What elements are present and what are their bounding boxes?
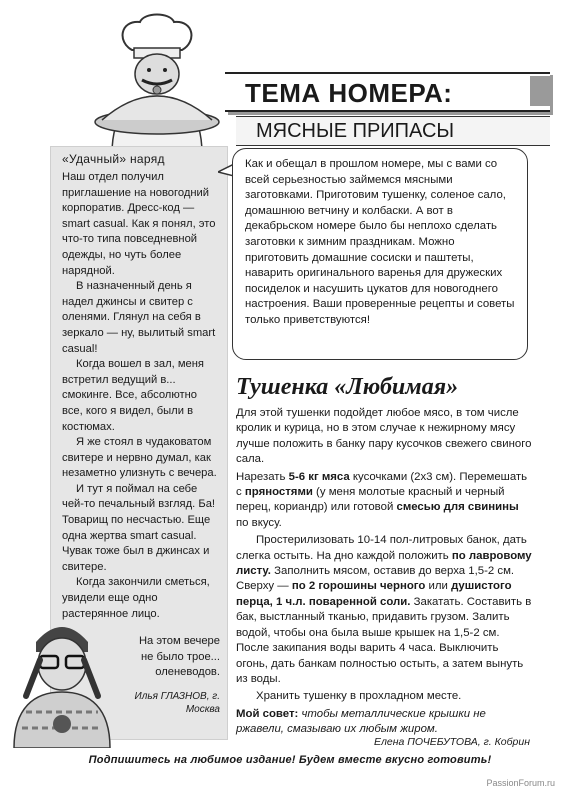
story-paragraph: И тут я поймал на себе чей-то печальный взгляд. Ба! Товарищ по несчастью. Еще одна жертва smart casual. Чувак тоже был в джинсах и свитере. <box>62 482 216 573</box>
story-ending-text: На этом вечере не было трое... оленеводов. <box>138 635 220 679</box>
subscribe-footer: Подпишитесь на любимое издание! Будем вместе вкусно готовить! <box>88 754 492 766</box>
story-paragraph: Когда вошел в зал, меня встретил ведущий в... смокинге. Все, абсолютно все, кого я видел, были в костюмах. <box>62 358 204 433</box>
recipe-step: Нарезать 5-6 кг мяса кусочками (2х3 см). Перемешать с пряностями (у меня молотые красный и черный перец, кориандр) или готовой смесью для свинины по вкусу. <box>236 470 528 529</box>
sidebar-author: Илья ГЛАЗНОВ, г. Москва <box>134 691 220 715</box>
section-title: ТЕМА НОМЕРА: <box>225 72 550 112</box>
story-paragraph: В назначенный день я надел джинсы и свитер с оленями. Глянул на себя в зеркало — ну, вылитый smart casual! <box>62 280 216 355</box>
section-subtitle: МЯСНЫЕ ПРИПАСЫ <box>236 116 550 146</box>
recipe-body <box>236 406 533 740</box>
recipe-storage-note: Хранить тушенку в прохладном месте. <box>256 690 462 703</box>
editor-speech-bubble: Как и обещал в прошлом номере, мы с вами со всей серьезностью займемся мясными заготовками. Приготовим тушенку, соленое сало, домашнюю ветчину и колбаски. А вот в декабрьском номере было бы неплохо сделать заготовки к зимним праздникам. Можно приготовить домашние сосиски и паштеты, наварить оригинального варенья для дружеских посиделок и насушить цукатов для новогоднего настроения. Ваши проверенные рецепты и советы только приветствуются! <box>232 148 528 360</box>
title-tab-decoration <box>530 76 550 106</box>
sidebar-title: «Удачный» наряд <box>62 152 165 166</box>
site-watermark: PassionForum.ru <box>486 778 555 788</box>
recipe-intro: Для этой тушенки подойдет любое мясо, в том числе кролик и курица, но в этом случае к нежирному мясу лучше положить в банку пару кусочков свежего свиного сала. <box>236 407 532 466</box>
story-paragraph: Когда закончили сметься, увидели еще одно растерянное лицо. <box>62 576 210 620</box>
chef-illustration-icon <box>62 12 252 154</box>
recipe-tip: Мой совет: чтобы металлические крышки не ржавели, смазываю их любым жиром. <box>236 707 486 736</box>
recipe-step: Простерилизовать 10-14 пол-литровых банок, дать слегка остыть. На дно каждой положить по лавровому листу. Заполнить мясом, оставив до верха 1,5-2 см. Сверху — по 2 горошины черного или душистого перца, 1 ч.л. поваренной соли. Закатать. Составить в бак, выстланный тканью, придавить грузом. Залить водой, чтобы она была выше крышек на 1,5-2 см. После закипания воды варить 4 часа. Выключить огонь, дать банкам полностью остыть, а затем вынуть из воды. <box>236 534 532 685</box>
recipe-author: Елена ПОЧЕБУТОВА, г. Кобрин <box>373 736 530 748</box>
story-paragraph: Я же стоял в чудаковатом свитере и нервно думал, как незаметно улизнуть с вечера. <box>62 436 217 480</box>
sidebar-story <box>62 170 220 622</box>
man-with-glasses-illustration-icon <box>6 612 118 748</box>
recipe-title: Тушенка «Любимая» <box>236 374 459 400</box>
story-paragraph: Наш отдел получил приглашение на новогодний корпоратив. Дресс-код — smart casual. Как я понял, это что-то типа повседневной одежды, но чуть более нарядной. <box>62 171 216 277</box>
